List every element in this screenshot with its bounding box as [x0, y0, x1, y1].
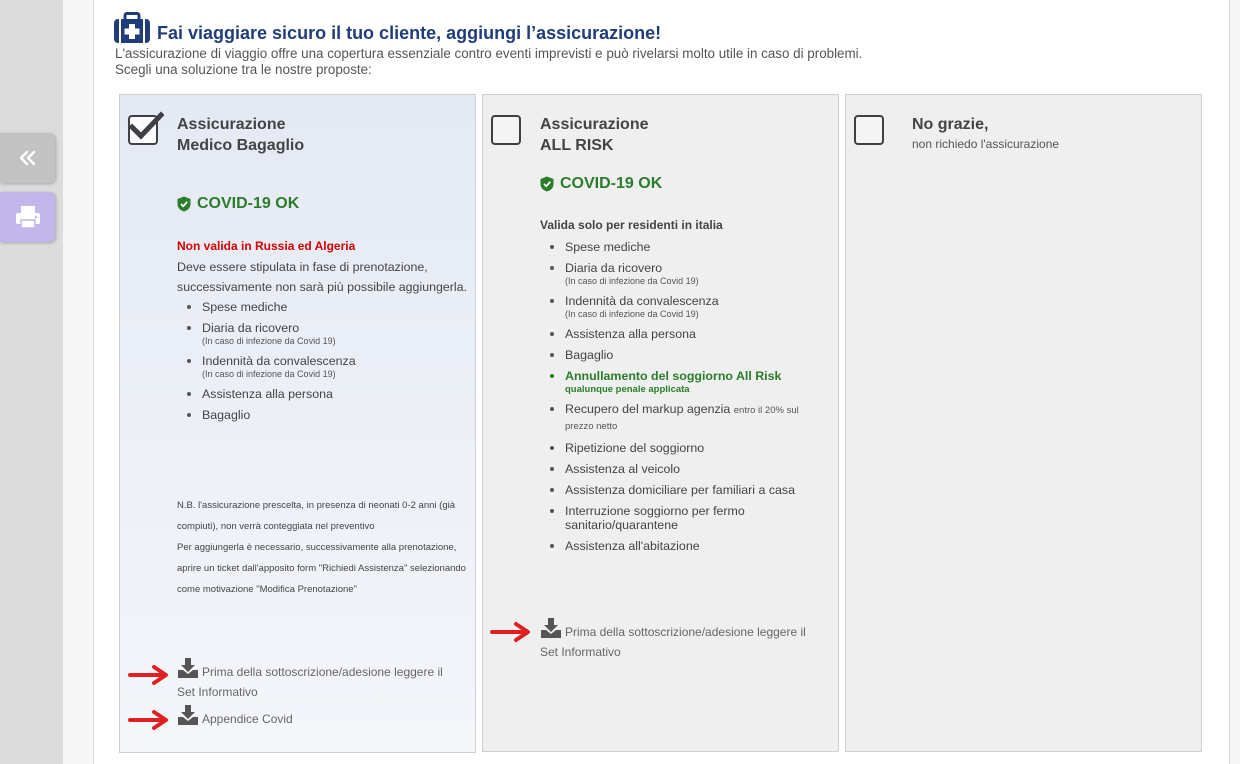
- medical-kit-icon: [113, 12, 151, 44]
- list-item: Assistenza alla persona: [565, 327, 825, 341]
- list-item: Indennità da convalescenza (In caso di infezione da Covid 19): [565, 294, 825, 320]
- red-arrow-icon: [128, 664, 170, 686]
- insurance-option-medico-bagaglio[interactable]: [119, 94, 476, 753]
- list-item-highlight: Annullamento del soggiorno All Risk qualunque penale applicata: [565, 369, 825, 395]
- side-toolbar: [0, 0, 63, 764]
- card-title-line2: ALL RISK: [540, 137, 614, 154]
- printer-icon: [14, 204, 42, 230]
- residency-note: Valida solo per residenti in italia: [540, 218, 723, 232]
- item-note: (In caso di infezione da Covid 19): [565, 309, 699, 319]
- collapse-button[interactable]: [0, 133, 55, 183]
- print-button[interactable]: [0, 192, 55, 242]
- list-item: Spese mediche: [202, 300, 462, 314]
- card-title: [540, 114, 648, 156]
- download-set-informativo[interactable]: [177, 658, 462, 702]
- list-item: Bagaglio: [202, 408, 462, 422]
- download-icon: [177, 658, 199, 678]
- header-subtitle-line2: Scegli una soluzione tra le nostre proposte:: [115, 62, 372, 77]
- header-title-row: [113, 12, 661, 44]
- page-title: Fai viaggiare sicuro il tuo cliente, aggiungi l’assicurazione!: [157, 22, 662, 43]
- download-set-informativo[interactable]: [540, 618, 825, 662]
- list-item: Assistenza alla persona: [202, 387, 462, 401]
- covid-badge: [177, 195, 299, 213]
- list-item: Recupero del markup agenzia entro il 20% sul prezzo netto: [565, 402, 825, 434]
- list-item: Interruzione soggiorno per fermo sanitario/quarantene: [565, 504, 765, 532]
- item-note: entro il 20% sul prezzo netto: [565, 405, 799, 432]
- download-label: Prima della sottoscrizione/adesione leggere il Set Informativo: [177, 665, 443, 699]
- card-subtitle: non richiedo l'assicurazione: [912, 137, 1060, 151]
- card-title-line1: Assicurazione: [177, 116, 286, 133]
- option-checkbox[interactable]: [491, 115, 521, 145]
- download-label: Appendice Covid: [202, 712, 293, 726]
- download-label: Prima della sottoscrizione/adesione leggere il Set Informativo: [540, 625, 806, 659]
- warning-text: Non valida in Russia ed Algeria: [177, 239, 356, 253]
- coverage-list: [202, 300, 462, 429]
- nb-note: [177, 495, 467, 600]
- list-item: Diaria da ricovero (In caso di infezione da Covid 19): [565, 261, 825, 287]
- checkmark-icon: [128, 111, 164, 141]
- item-note: (In caso di infezione da Covid 19): [202, 336, 336, 346]
- nb-note-line1: N.B. l'assicurazione prescelta, in presenza di neonati 0-2 anni (già compiuti), non verrà conteggiata nel preventivo: [177, 500, 455, 532]
- list-item: Assistenza all'abitazione: [565, 539, 825, 553]
- shield-check-icon: [540, 176, 554, 192]
- covid-label: COVID-19 OK: [197, 195, 300, 212]
- coverage-list: [565, 240, 825, 560]
- red-arrow-icon: [490, 621, 532, 643]
- card-description: Deve essere stipulata in fase di prenotazione, successivamente non sarà più possibile aggiungerla.: [177, 260, 467, 294]
- list-item: Assistenza domiciliare per familiari a casa: [565, 483, 825, 497]
- list-item: Spese mediche: [565, 240, 825, 254]
- list-item: Ripetizione del soggiorno: [565, 441, 825, 455]
- card-title: No grazie,: [912, 116, 989, 133]
- option-checkbox-checked[interactable]: [128, 115, 158, 145]
- list-item: Assistenza al veicolo: [565, 462, 825, 476]
- card-title: [177, 114, 304, 156]
- header-subtitle-line1: L'assicurazione di viaggio offre una copertura essenziale contro eventi imprevisti e può rivelarsi molto utile in caso di problemi.: [115, 46, 863, 61]
- double-chevron-left-icon: [18, 148, 38, 168]
- card-title-line1: Assicurazione: [540, 116, 649, 133]
- download-icon: [177, 705, 199, 725]
- shield-check-icon: [177, 196, 191, 212]
- header-subtitle: [115, 46, 862, 78]
- covid-label: COVID-19 OK: [560, 175, 663, 192]
- covid-badge: [540, 175, 662, 193]
- item-note: (In caso di infezione da Covid 19): [565, 276, 699, 286]
- item-note: (In caso di infezione da Covid 19): [202, 369, 336, 379]
- list-item: Indennità da convalescenza (In caso di infezione da Covid 19): [202, 354, 462, 380]
- list-item: Bagaglio: [565, 348, 825, 362]
- download-icon: [540, 618, 562, 638]
- nb-note-line2: Per aggiungerla è necessario, successivamente alla prenotazione, aprire un ticket dall'apposito form "Richiedi Assistenza" selezionando come motivazione "Modifica Prenotazione": [177, 542, 466, 595]
- option-checkbox[interactable]: [854, 115, 884, 145]
- download-appendice-covid[interactable]: [177, 705, 462, 729]
- insurance-option-all-risk[interactable]: [482, 94, 839, 752]
- list-item: Diaria da ricovero (In caso di infezione da Covid 19): [202, 321, 462, 347]
- red-arrow-icon: [128, 709, 170, 731]
- card-title-line2: Medico Bagaglio: [177, 137, 305, 154]
- item-note: qualunque penale applicata: [565, 384, 690, 395]
- insurance-option-no-thanks[interactable]: [845, 94, 1202, 752]
